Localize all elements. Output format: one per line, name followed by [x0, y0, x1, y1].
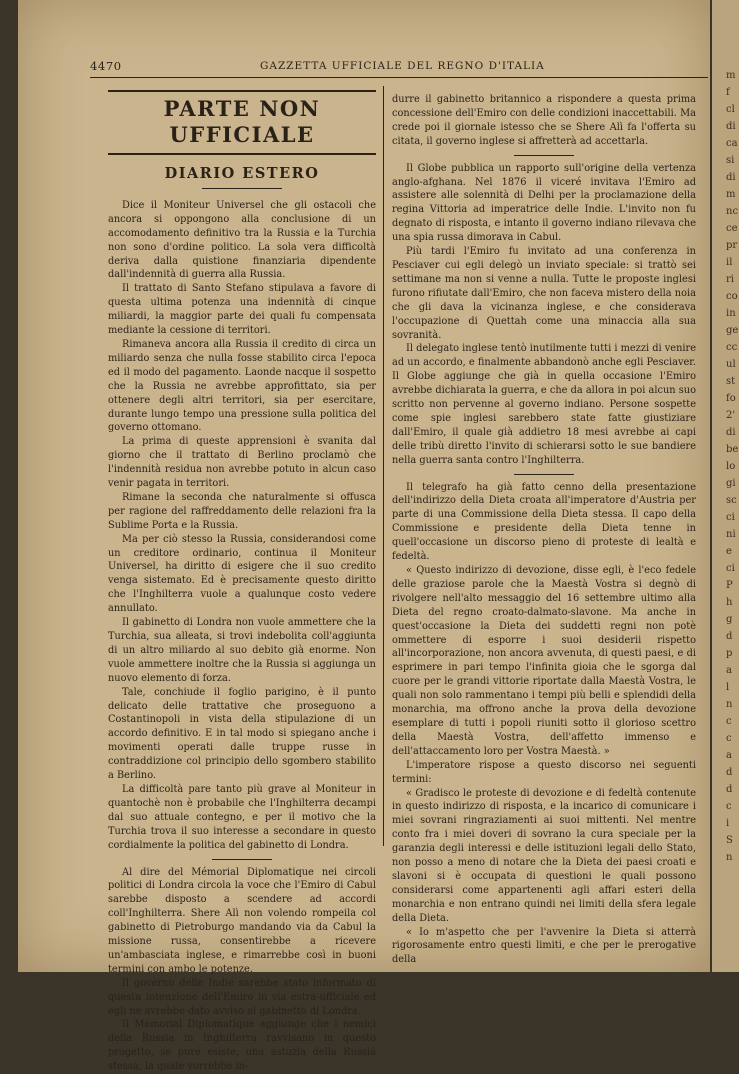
next-page-fragment: ni	[726, 529, 736, 540]
next-page-fragment: di	[726, 427, 736, 438]
newspaper-title: GAZZETTA UFFICIALE DEL REGNO D'ITALIA	[260, 60, 545, 72]
paragraph: Il Globe pubblica un rapporto sull'origine della vertenza anglo-afghana. Nel 1876 il viceré invitava l'Emiro ad assistere alle solennità di Delhi per la proclamazione della regina Vittoria ad imperatrice delle Indie. L'invito non fu degnato di risposta, e intanto il governo indiano rilevava che una spia russa dimorava in Cabul.	[392, 162, 696, 244]
paragraph: La prima di queste apprensioni è svanita dal giorno che il trattato di Berlino proclamò che l'indennità residua non avrebbe potuto in alcun caso venir pagata in territori.	[108, 436, 376, 490]
next-page-fragment: S	[726, 835, 733, 846]
left-article-body	[108, 199, 376, 1074]
next-page-fragment: n	[726, 852, 733, 863]
next-page-fragment: n	[726, 699, 733, 710]
adjacent-page-edge	[712, 0, 739, 972]
next-page-fragment: l	[726, 682, 730, 693]
paragraph: « Gradisco le proteste di devozione e di fedeltà contenute in questo indirizzo di risposta, e la incarico di comunicare i miei sovrani ringraziamenti ai suoi mittenti. Nel mentre conto fra i miei doveri di sovrano la cura speciale per la garanzia degli interessi e delle istituzioni legali dello Stato, non posso a meno di notare che la Dieta dei paesi croati e slavoni si è occupata di questioni le quali possono considerarsi come appartenenti agli affari esteri della monarchia e non entrano quindi nei limiti della sfera legale della Dieta.	[392, 787, 696, 924]
right-column	[392, 93, 696, 967]
paragraph: Ma per ciò stesso la Russia, considerandosi come un creditore ordinario, continua il Moniteur Universel, ha diritto di esigere che il suo credito venga sistemato. Ed è precisamente questo diritto che l'Inghilterra vuole a qualunque costo vedere annullato.	[108, 533, 376, 615]
next-page-fragment: m	[726, 189, 736, 200]
next-page-fragment: ci	[726, 563, 735, 574]
next-page-fragment: ge	[726, 325, 739, 336]
subsection-title: DIARIO ESTERO	[164, 165, 320, 182]
article-separator	[514, 155, 574, 156]
header-rule	[90, 77, 708, 78]
next-page-fragment: d	[726, 767, 733, 778]
next-page-fragment: ri	[726, 274, 734, 285]
next-page-fragment: cc	[726, 342, 738, 353]
next-page-fragment: e	[726, 546, 732, 557]
next-page-fragment: gi	[726, 478, 736, 489]
paragraph: Il trattato di Santo Stefano stipulava a favore di questa ultima potenza una indennità di cinque miliardi, la maggior parte dei quali fu compensata mediante la cessione di territori.	[108, 283, 376, 337]
paragraph: Il governo delle Indie sarebbe stato informato di questa intenzione dell'Emiro in via estra-ufficiale ed egli ne avrebbe dato avviso al gabinetto di Londra.	[108, 977, 376, 1017]
next-page-fragment: p	[726, 648, 733, 659]
paragraph: Al dire del Mémorial Diplomatique nei circoli politici di Londra circola la voce che l'Emiro di Cabul sarebbe disposto a scendere ad accordi coll'Inghilterra. Shere Alì non volendo rompeila col gabinetto di Pietroburgo mandando via da Cabul la missione russa, consentirebbe a ricevere un'ambasciata inglese, e rimarrebbe così in buoni termini con ambo le potenze.	[108, 866, 376, 975]
paragraph: Rimaneva ancora alla Russia il credito di circa un miliardo senza che nulla fosse stabilito circa l'epoca ed il modo del pagamento. Laonde nacque il sospetto che la Russia ne avrebbe approfittato, sia per ottenere degli altri territori, sia per esercitare, durante lungo tempo una pressione sulla politica del governo ottomano.	[108, 338, 376, 434]
next-page-fragment: sc	[726, 495, 737, 506]
next-page-fragment: h	[726, 597, 733, 608]
next-page-fragment: a	[726, 665, 732, 676]
next-page-fragment: di	[726, 121, 736, 132]
next-page-fragment: m	[726, 70, 736, 81]
next-page-fragment: c	[726, 716, 732, 727]
paragraph: Il Mémorial Diplomatique aggiunge che i nemici della Russia in Inghilterra ravvisano in questo progetto, se pure esiste, una astuzia della Russia stessa, la quale vorrebbe in-	[108, 1019, 376, 1073]
article-separator	[514, 474, 574, 475]
next-page-fragment: lo	[726, 461, 736, 472]
paragraph: Il delegato inglese tentò inutilmente tutti i mezzi di venire ad un accordo, e finalmente abbandonò anche egli Pesciaver. Il Globe aggiunge che già in quella occasione l'Emiro avrebbe dichiarata la guerra, e che da allora in poi alcun suo scritto non pervenne al governo indiano. Persone sospette come spie inglesi sarebbero state fatte giustiziare dall'Emiro, il quale già addietro 18 mesi avrebbe ai capi delle tribù diretto l'invito di schierarsi sotto le sue bandiere nella guerra santa contro l'Inghilterra.	[392, 343, 697, 466]
next-page-fragment: c	[726, 733, 732, 744]
paragraph: Il gabinetto di Londra non vuole ammettere che la Turchia, sua alleata, si trovi indebolita coll'aggiunta di un altro miliardo al suo debito già enorme. Non vuole ammettere inoltre che la Russia si aggiunga un nuovo elemento di forza.	[108, 617, 376, 684]
paragraph: La difficoltà pare tanto più grave al Moniteur in quantochè non è probabile che l'Inghilterra decampi dal suo attuale contegno, e per il motivo che la Turchia trova il suo interesse a secondare in questo cordialmente la politica del gabinetto di Londra.	[108, 783, 376, 851]
next-page-fragment: i	[726, 818, 730, 829]
paragraph: « Questo indirizzo di devozione, disse egli, è l'eco fedele delle graziose parole che la Maestà Vostra si degnò di rivolgere nell'alto messaggio del 16 settembre ultimo alla Dieta del regno croato-dalmato-slavone. Ma anche in quest'occasione la Dieta dei suddetti regni non potè ommettere di esporre i suoi desiderii rispetto all'incorporazione, non ancora avvenuta, di questi paesi, e di esprimere in pari tempo l'infinita gioia che le sgorga dal cuore per le grandi vittorie riportate dalla Maestà Vostra, le quali non solo rammentano i tempi più belli e splendidi della monarchia, ma offrono anche la prova della devozione esemplare di tutti i popoli riuniti sotto il glorioso scettro della Maestà Vostra, dell'affetto immenso e dell'attaccamento loro per Vostra Maestà. »	[392, 565, 696, 757]
paragraph: Il telegrafo ha già fatto cenno della presentazione dell'indirizzo della Dieta croata all'imperatore d'Austria per parte di una Commissione della Dieta stessa. Il capo della Commissione e presidente della Dieta tenne in quell'occasione un discorso pieno di proteste di lealtà e fedeltà.	[392, 481, 696, 563]
next-page-fragment: ul	[726, 359, 736, 370]
page-number: 4470	[90, 59, 122, 73]
next-page-fragment: g	[726, 614, 733, 625]
next-page-fragment: in	[726, 308, 736, 319]
next-page-fragment: co	[726, 291, 738, 302]
next-page-fragment: nc	[726, 206, 739, 217]
next-page-fragment: be	[726, 444, 739, 455]
next-page-fragment: f	[726, 87, 730, 98]
next-page-fragment: si	[726, 155, 735, 166]
next-page-fragment: ci	[726, 512, 735, 523]
next-page-fragment: c	[726, 801, 732, 812]
article-separator	[212, 859, 272, 860]
next-page-fragment: pr	[726, 240, 738, 251]
next-page-fragment: cl	[726, 104, 735, 115]
column-divider	[383, 86, 384, 846]
next-page-fragment: 2'	[726, 410, 736, 421]
next-page-fragment: a	[726, 750, 732, 761]
next-page-fragment: P	[726, 580, 733, 591]
section-title: PARTE NON UFFICIALE	[108, 90, 376, 155]
left-column	[108, 90, 376, 1074]
next-page-fragment: fo	[726, 393, 736, 404]
paragraph: Più tardi l'Emiro fu invitato ad una conferenza in Pesciaver cui egli delegò un inviato speciale: si trattò sei settimane ma non si venne a nulla. Tutte le proposte inglesi furono rifiutate dall'Emiro, che non faceva mistero della noia che gli dava la vicinanza inglese, e che considerava l'occupazione di Quettah come una minaccia alla sua sovranità.	[392, 246, 696, 341]
paragraph: durre il gabinetto britannico a rispondere a questa prima concessione dell'Emiro con delle condizioni inaccettabili. Ma crede poi il giornale istesso che se Shere Alì fa l'offerta su citata, il governo inglese si affretterà ad accettarla.	[392, 94, 696, 147]
paragraph: Dice il Moniteur Universel che gli ostacoli che ancora si oppongono alla conclusione di un accomodamento definitivo tra la Russia e la Turchia non sono d'ordine politico. La sola vera difficoltà deriva dalla quistione finanziaria dipendente dall'indennità di guerra alla Russia.	[108, 199, 376, 281]
right-article-body	[392, 93, 696, 967]
page-header	[90, 57, 708, 75]
next-page-fragment: di	[726, 172, 736, 183]
next-page-fragment: d	[726, 631, 733, 642]
next-page-fragment: st	[726, 376, 736, 387]
paragraph: Tale, conchiude il foglio parigino, è il punto delicato delle trattative che proseguono a Costantinopoli in vista della stipulazione di un accordo definitivo. E in tal modo si spiegano anche i movimenti operati dalle truppe russe in contraddizione col principio dello sgombero stabilito a Berlino.	[108, 686, 376, 782]
next-page-fragment: il	[726, 257, 733, 268]
subsection-rule	[202, 188, 282, 189]
next-page-fragment: ce	[726, 223, 738, 234]
paragraph: Rimane la seconda che naturalmente si offusca per ragione del raffreddamento delle relazioni fra la Sublime Porta e la Russia.	[108, 491, 376, 531]
paragraph: « Io m'aspetto che per l'avvenire la Dieta si atterrà rigorosamente entro questi limiti, e che per le prerogative della	[392, 926, 696, 966]
paragraph: L'imperatore rispose a questo discorso nei seguenti termini:	[392, 759, 696, 785]
next-page-fragment: ca	[726, 138, 738, 149]
next-page-fragment: d	[726, 784, 733, 795]
